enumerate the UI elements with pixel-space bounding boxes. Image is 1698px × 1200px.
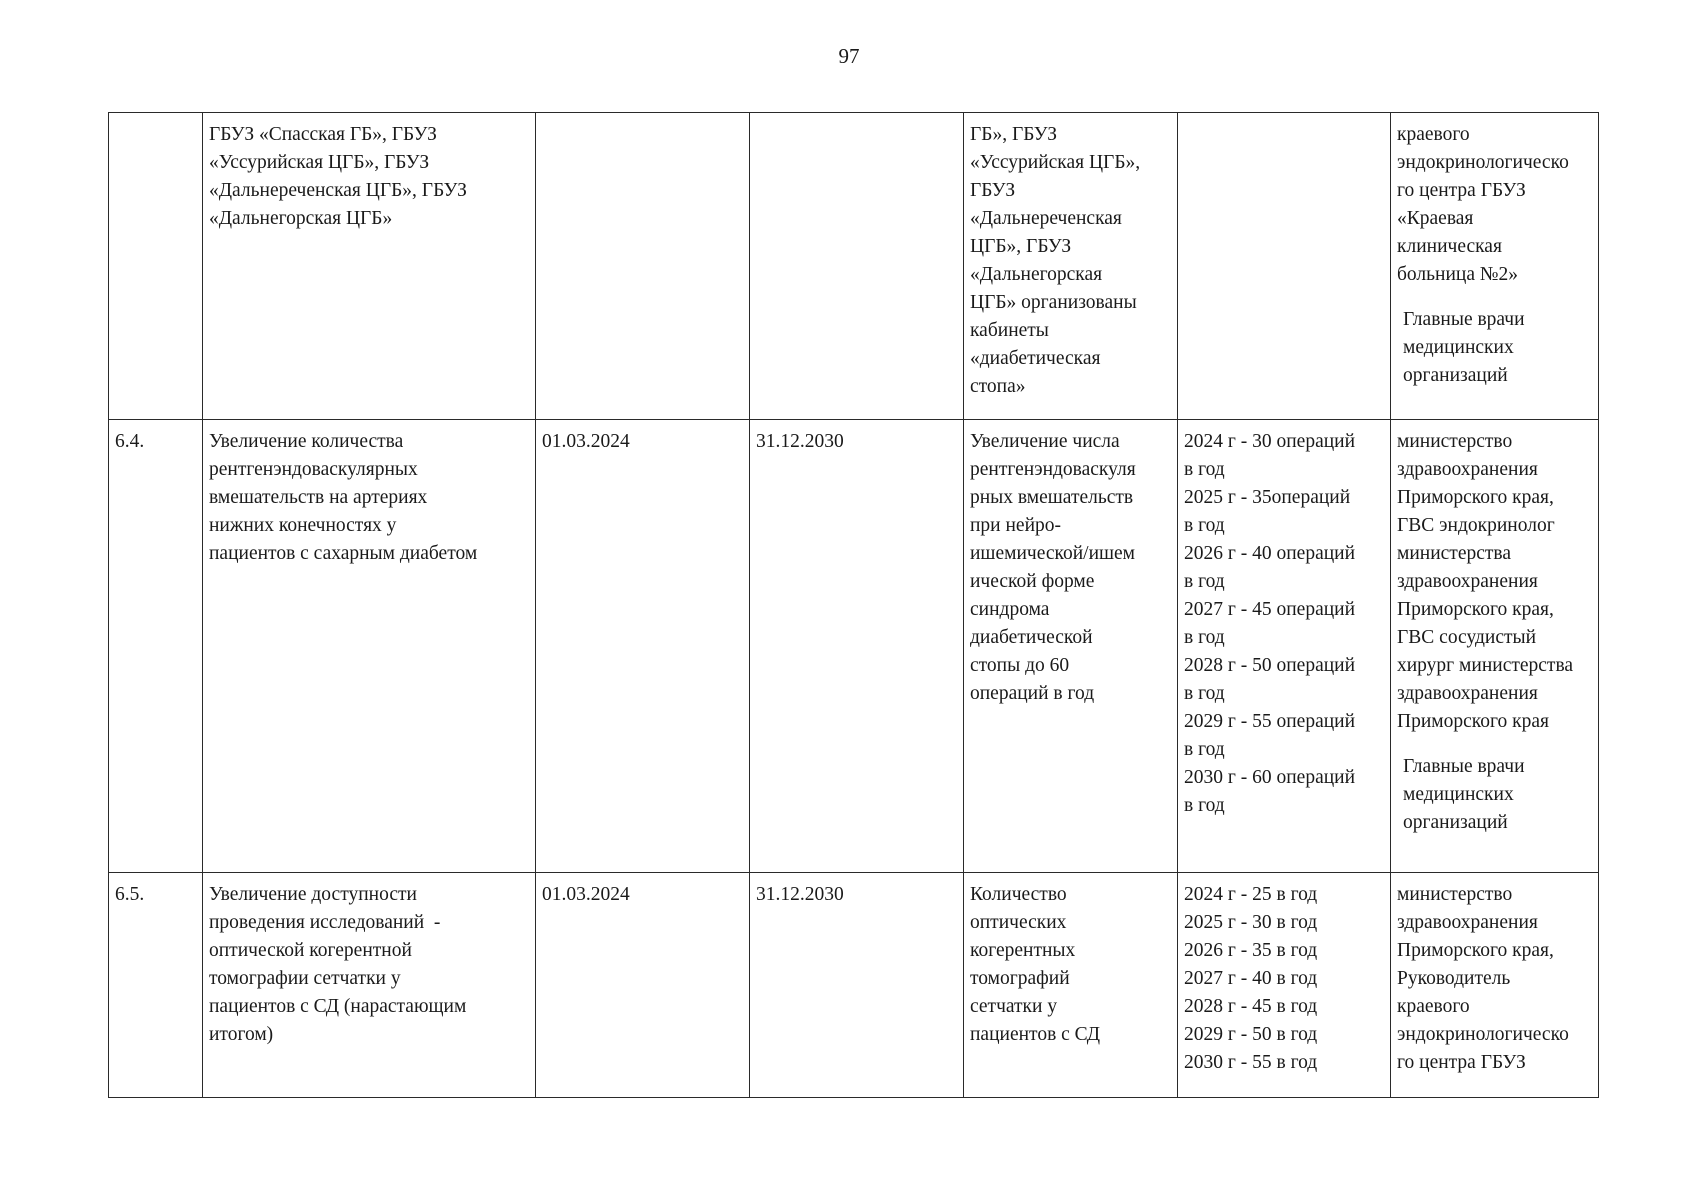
responsible-text-line: го центра ГБУЗ — [1397, 180, 1526, 201]
indicator-text-line: 2026 г - 35 в год — [1184, 940, 1318, 961]
result-text-line: стопа» — [970, 376, 1026, 397]
event-text-line: «Дальнереченская ЦГБ», ГБУЗ — [209, 180, 467, 201]
indicator-text-line: в год — [1184, 459, 1225, 480]
indicator-text-line: 2024 г - 30 операций — [1184, 431, 1356, 452]
table-row — [109, 873, 1599, 1098]
responsible-text-line: Руководитель — [1397, 968, 1511, 989]
end-date-cell — [750, 113, 964, 420]
indicator-text-line: в год — [1184, 571, 1225, 592]
table-row — [109, 113, 1599, 420]
event-text-line: пациентов с СД (нарастающим — [209, 996, 467, 1017]
result-text-line: кабинеты — [970, 320, 1049, 341]
event-text-line: пациентов с сахарным диабетом — [209, 543, 478, 564]
indicator-cell — [1178, 873, 1391, 1098]
responsible-extra-line: Главные врачи — [1403, 756, 1525, 777]
indicator-text-line: 2030 г - 55 в год — [1184, 1052, 1318, 1073]
responsible-text-line: краевого — [1397, 124, 1470, 145]
event-text-line: рентгенэндоваскулярных — [209, 459, 418, 480]
result-text-line: ишемической/ишем — [970, 543, 1136, 564]
responsible-text-line: клиническая — [1397, 236, 1502, 257]
result-text-line: ГБ», ГБУЗ — [970, 124, 1058, 145]
start-date-cell — [536, 420, 750, 873]
row-number: 6.4. — [115, 431, 145, 452]
responsible-cell — [1391, 420, 1599, 873]
event-cell — [203, 113, 536, 420]
responsible-text-line: ГВС эндокринолог — [1397, 515, 1555, 536]
indicator-text-line: в год — [1184, 515, 1225, 536]
responsible-text-line: «Краевая — [1397, 208, 1474, 229]
event-cell — [203, 873, 536, 1098]
responsible-text-line: министерство — [1397, 431, 1513, 452]
indicator-text-line: 2025 г - 30 в год — [1184, 912, 1318, 933]
responsible-text-line: краевого — [1397, 996, 1470, 1017]
result-text-line: оптических — [970, 912, 1067, 933]
responsible-text-line: здравоохранения — [1397, 459, 1538, 480]
result-cell — [964, 420, 1178, 873]
result-text-line: ГБУЗ — [970, 180, 1016, 201]
result-text-line: рентгенэндоваскуля — [970, 459, 1136, 480]
result-text-line: рных вмешательств — [970, 487, 1134, 508]
indicator-text-line: 2024 г - 25 в год — [1184, 884, 1318, 905]
result-text-line: «Дальнегорская — [970, 264, 1103, 285]
responsible-text-line: эндокринологическо — [1397, 152, 1569, 173]
responsible-text-line: эндокринологическо — [1397, 1024, 1569, 1045]
responsible-extra-line: медицинских — [1403, 784, 1514, 805]
indicator-text-line: 2027 г - 45 операций — [1184, 599, 1356, 620]
responsible-text-line: Приморского края, — [1397, 940, 1554, 961]
event-text-line: нижних конечностях у — [209, 515, 397, 536]
result-cell — [964, 873, 1178, 1098]
responsible-text-line: го центра ГБУЗ — [1397, 1052, 1526, 1073]
result-text-line: «Уссурийская ЦГБ», — [970, 152, 1141, 173]
indicator-text-line: в год — [1184, 739, 1225, 760]
row-number: 6.5. — [115, 884, 145, 905]
end-date-cell — [750, 873, 964, 1098]
result-text-line: когерентных — [970, 940, 1076, 961]
indicator-text-line: 2026 г - 40 операций — [1184, 543, 1356, 564]
page-number: 97 — [838, 44, 860, 68]
responsible-cell — [1391, 113, 1599, 420]
paragraph-gap — [1397, 289, 1592, 306]
event-text-line: ГБУЗ «Спасская ГБ», ГБУЗ — [209, 124, 437, 145]
indicator-text-line: 2029 г - 50 в год — [1184, 1024, 1318, 1045]
result-text-line: Увеличение числа — [970, 431, 1120, 452]
indicator-text-line: 2030 г - 60 операций — [1184, 767, 1356, 788]
event-text-line: итогом) — [209, 1024, 274, 1045]
result-cell — [964, 113, 1178, 420]
indicator-text-line: 2028 г - 45 в год — [1184, 996, 1318, 1017]
start-date: 01.03.2024 — [542, 431, 630, 452]
indicator-text-line: 2025 г - 35операций — [1184, 487, 1351, 508]
responsible-text-line: больница №2» — [1397, 264, 1518, 285]
responsible-text-line: ГВС сосудистый — [1397, 627, 1537, 648]
row-number-cell — [109, 420, 203, 873]
event-text-line: «Уссурийская ЦГБ», ГБУЗ — [209, 152, 430, 173]
result-text-line: при нейро- — [970, 515, 1062, 536]
event-text-line: Увеличение количества — [209, 431, 404, 452]
responsible-text-line: министерство — [1397, 884, 1513, 905]
result-text-line: синдрома — [970, 599, 1050, 620]
indicator-text-line: 2028 г - 50 операций — [1184, 655, 1356, 676]
responsible-extra-line: медицинских — [1403, 337, 1514, 358]
result-text-line: ЦГБ» организованы — [970, 292, 1137, 313]
indicator-text-line: 2029 г - 55 операций — [1184, 711, 1356, 732]
indicator-text-line: в год — [1184, 627, 1225, 648]
plan-table — [108, 112, 1599, 1098]
start-date-cell — [536, 113, 750, 420]
result-text-line: ЦГБ», ГБУЗ — [970, 236, 1072, 257]
end-date: 31.12.2030 — [756, 431, 844, 452]
responsible-text-line: здравоохранения — [1397, 912, 1538, 933]
row-number-cell — [109, 113, 203, 420]
end-date: 31.12.2030 — [756, 884, 844, 905]
result-text-line: Количество — [970, 884, 1067, 905]
result-text-line: операций в год — [970, 683, 1095, 704]
responsible-text-line: Приморского края — [1397, 711, 1549, 732]
indicator-cell — [1178, 420, 1391, 873]
event-text-line: вмешательств на артериях — [209, 487, 428, 508]
table-row — [109, 420, 1599, 873]
event-cell — [203, 420, 536, 873]
result-text-line: сетчатки у — [970, 996, 1058, 1017]
indicator-cell — [1178, 113, 1391, 420]
responsible-extra-line: Главные врачи — [1403, 309, 1525, 330]
event-text-line: Увеличение доступности — [209, 884, 417, 905]
responsible-text-line: Приморского края, — [1397, 599, 1554, 620]
responsible-text-line: министерства — [1397, 543, 1512, 564]
responsible-extra — [1397, 306, 1592, 390]
result-text-line: «диабетическая — [970, 348, 1101, 369]
row-number-cell — [109, 873, 203, 1098]
indicator-text-line: в год — [1184, 683, 1225, 704]
responsible-text-line: хирург министерства — [1397, 655, 1574, 676]
responsible-text-line: Приморского края, — [1397, 487, 1554, 508]
result-text-line: диабетической — [970, 627, 1093, 648]
result-text-line: стопы до 60 — [970, 655, 1070, 676]
responsible-extra-line: организаций — [1403, 812, 1508, 833]
start-date: 01.03.2024 — [542, 884, 630, 905]
event-text-line: «Дальнегорская ЦГБ» — [209, 208, 393, 229]
event-text-line: томографии сетчатки у — [209, 968, 401, 989]
responsible-text-line: здравоохранения — [1397, 571, 1538, 592]
result-text-line: ической форме — [970, 571, 1095, 592]
event-text-line: проведения исследований - — [209, 912, 441, 933]
result-text-line: пациентов с СД — [970, 1024, 1101, 1045]
responsible-extra — [1397, 753, 1592, 837]
paragraph-gap — [1397, 736, 1592, 753]
responsible-text-line: здравоохранения — [1397, 683, 1538, 704]
event-text-line: оптической когерентной — [209, 940, 412, 961]
responsible-cell — [1391, 873, 1599, 1098]
indicator-text-line: 2027 г - 40 в год — [1184, 968, 1318, 989]
result-text-line: «Дальнереченская — [970, 208, 1122, 229]
indicator-text-line: в год — [1184, 795, 1225, 816]
responsible-extra-line: организаций — [1403, 365, 1508, 386]
end-date-cell — [750, 420, 964, 873]
start-date-cell — [536, 873, 750, 1098]
result-text-line: томографий — [970, 968, 1070, 989]
